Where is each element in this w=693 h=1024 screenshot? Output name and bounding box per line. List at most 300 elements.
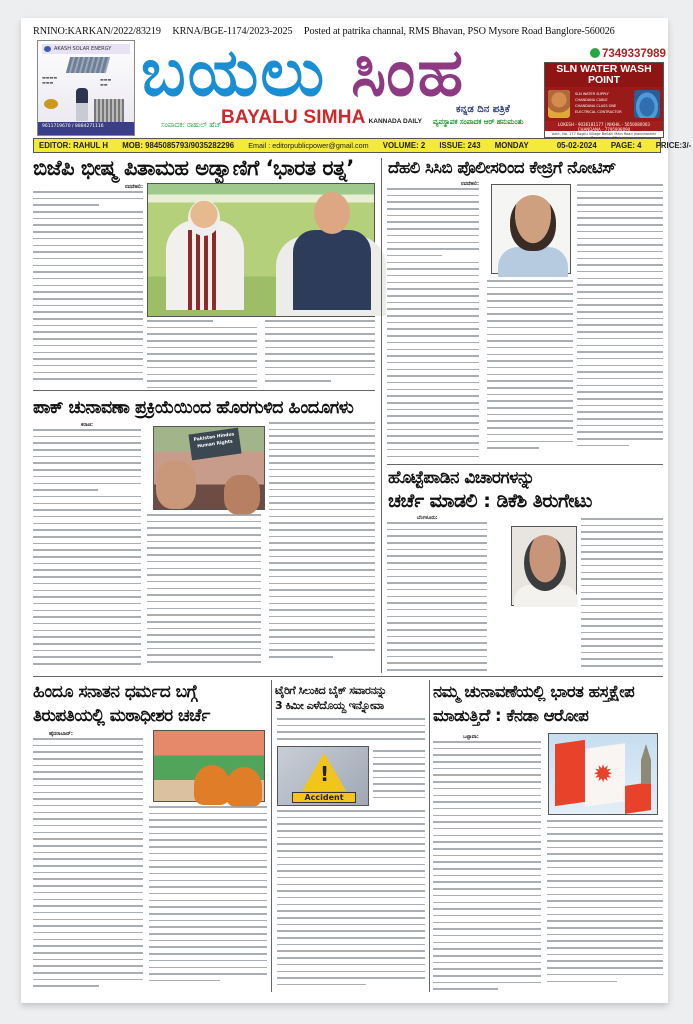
text-line — [33, 305, 143, 307]
dk-shivakumar-photo — [511, 526, 577, 606]
text-line — [33, 952, 143, 954]
text-line — [147, 541, 261, 543]
text-line — [33, 442, 141, 444]
advani-body-col3 — [265, 320, 375, 390]
text-line — [487, 434, 573, 436]
text-line — [547, 840, 663, 842]
text-line — [33, 352, 143, 354]
text-line — [387, 282, 479, 284]
seers-photo — [153, 730, 265, 802]
text-line — [577, 351, 663, 353]
solar-ad-header: AKASH SOLAR ENERGY — [42, 44, 130, 54]
text-line — [577, 271, 663, 273]
text-line — [387, 395, 479, 397]
text-line — [581, 632, 663, 634]
advani-headline[interactable]: ಬಿಜೆಪಿ ಭೀಷ್ಮ ಪಿತಾಮಹ ಅಡ್ವಾಣಿಗೆ ‘ಭಾರತ ರತ್ನ’ — [33, 156, 354, 180]
text-line — [547, 860, 663, 862]
text-line — [577, 318, 663, 320]
text-line — [33, 204, 99, 206]
text-line — [33, 979, 143, 981]
text-line — [33, 785, 143, 787]
text-line — [547, 853, 663, 855]
text-line — [387, 402, 479, 404]
text-line — [433, 915, 541, 917]
kejriwal-photo — [491, 184, 571, 274]
text-line — [33, 358, 143, 360]
text-line — [33, 456, 141, 458]
text-line — [147, 661, 261, 663]
text-line — [547, 900, 663, 902]
text-line — [547, 833, 663, 835]
text-line — [147, 574, 261, 576]
logo-part-bayalu: ಬಯಲು — [141, 34, 327, 111]
text-line — [277, 897, 425, 899]
text-line — [387, 362, 479, 364]
text-line — [33, 251, 143, 253]
text-line — [147, 360, 257, 362]
text-line — [269, 556, 375, 558]
text-line — [269, 469, 375, 471]
text-line — [387, 522, 487, 524]
text-line — [269, 449, 375, 451]
text-line — [277, 725, 425, 727]
text-line — [149, 967, 267, 969]
text-line — [269, 442, 375, 444]
text-line — [33, 563, 141, 565]
text-line — [33, 965, 143, 967]
text-line — [33, 623, 141, 625]
text-line — [33, 449, 141, 451]
text-line — [33, 643, 141, 645]
text-line — [577, 284, 663, 286]
issue-info-bar — [33, 138, 692, 153]
text-line — [149, 973, 267, 975]
text-line — [387, 275, 479, 277]
text-line — [269, 429, 375, 431]
column-rule — [271, 680, 272, 992]
text-line — [547, 920, 663, 922]
text-line — [149, 980, 220, 982]
text-line — [33, 845, 143, 847]
text-line — [277, 718, 425, 720]
text-line — [33, 311, 143, 313]
text-line — [387, 576, 487, 578]
text-line — [581, 545, 663, 547]
text-line — [269, 489, 375, 491]
text-line — [33, 610, 141, 612]
text-line — [147, 353, 257, 355]
text-line — [433, 908, 541, 910]
text-line — [147, 387, 257, 389]
text-line — [33, 211, 143, 213]
text-line — [387, 616, 487, 618]
text-line — [277, 857, 425, 859]
text-line — [581, 638, 663, 640]
text-line — [269, 616, 375, 618]
text-line — [581, 652, 663, 654]
accident-headline-line2[interactable]: 3 ಕಿಮೀ ಎಳೆದೊಯ್ದ ಇನ್ನೋವಾ — [275, 699, 384, 712]
text-line — [147, 367, 257, 369]
quality-badge-icon — [44, 99, 58, 109]
text-line — [33, 338, 143, 340]
text-line — [33, 912, 143, 914]
text-line — [147, 568, 261, 570]
text-line — [387, 308, 479, 310]
text-line — [277, 738, 425, 740]
text-line — [269, 462, 375, 464]
text-line — [33, 656, 141, 658]
tirupati-headline-line1[interactable]: ಹಿಂದೂ ಸನಾತನ ಧರ್ಮದ ಬಗ್ಗೆ — [33, 682, 198, 702]
canada-headline-line1[interactable]: ನಮ್ಮ ಚುನಾವಣೆಯಲ್ಲಿ ಭಾರತ ಹಸ್ತಕ್ಷೇಪ — [433, 682, 635, 701]
text-line — [581, 518, 663, 520]
ad-contacts: LOKESH - 9036181177 | NIKHIL - 5050080003 CHANDANA - 7795908090 — [545, 121, 663, 131]
text-line — [581, 598, 663, 600]
text-line — [581, 645, 663, 647]
text-line — [387, 456, 479, 458]
text-line — [433, 815, 541, 817]
advani-body-col2 — [147, 320, 257, 390]
text-line — [433, 942, 541, 944]
text-line — [487, 414, 573, 416]
text-line — [387, 389, 479, 391]
text-line — [33, 271, 143, 273]
water-wash-ad-title: SLN WATER WASH POINT — [545, 63, 663, 87]
text-line — [147, 561, 261, 563]
text-line — [387, 288, 479, 290]
owner-photo — [548, 90, 570, 118]
text-line — [147, 320, 213, 322]
text-line — [581, 585, 663, 587]
text-line — [277, 843, 425, 845]
pakistan-body-col1: ಕರಾಚಿ: — [33, 422, 141, 672]
text-line — [577, 211, 663, 213]
dks-body-col2 — [581, 518, 663, 673]
text-line — [33, 945, 143, 947]
text-line — [147, 634, 261, 636]
text-line — [33, 543, 141, 545]
text-line — [33, 258, 143, 260]
text-line — [547, 874, 663, 876]
text-line — [277, 830, 425, 832]
text-line — [433, 781, 541, 783]
text-line — [33, 245, 143, 247]
text-line — [149, 839, 267, 841]
text-line — [269, 549, 375, 551]
text-line — [149, 833, 267, 835]
text-line — [277, 984, 366, 986]
kejriwal-body-col1: ನವದೆಹಲಿ: — [387, 181, 479, 461]
text-line — [269, 576, 375, 578]
dks-body-col1: ಬೆಂಗಳೂರು: — [387, 515, 487, 673]
text-line — [433, 902, 541, 904]
mobile-numbers: MOB: 9845085793/9035282296 — [122, 141, 235, 150]
text-line — [269, 609, 375, 611]
newspaper-page — [21, 18, 692, 1003]
whatsapp-phone: 7349337989 — [590, 48, 666, 60]
text-line — [433, 748, 541, 750]
text-line — [433, 922, 541, 924]
text-line — [487, 300, 573, 302]
dks-headline-line2[interactable]: ಚರ್ಚೆ ಮಾಡಲಿ : ಡಿಕೆಶಿ ತಿರುಗೇಟು — [388, 490, 592, 512]
text-line — [577, 231, 663, 233]
text-line — [33, 198, 143, 200]
text-line — [33, 852, 143, 854]
text-line — [433, 841, 541, 843]
text-line — [33, 636, 141, 638]
accident-label: Accident — [292, 792, 356, 803]
text-line — [581, 538, 663, 540]
text-line — [487, 347, 573, 349]
text-line — [147, 621, 261, 623]
text-line — [147, 614, 261, 616]
text-line — [577, 244, 663, 246]
text-line — [33, 331, 143, 333]
text-line — [547, 967, 663, 969]
tirupati-body-col2 — [149, 806, 267, 993]
text-line — [577, 438, 663, 440]
text-line — [581, 612, 663, 614]
text-line — [433, 835, 541, 837]
text-line — [149, 853, 267, 855]
text-line — [387, 295, 479, 297]
pakistan-body-col2 — [147, 514, 261, 672]
editor-credit: ಸಂಪಾದಕ: ರಾಹುಲ್ ಹೆಚ್ — [161, 121, 222, 129]
text-line — [387, 555, 487, 557]
text-line — [147, 601, 261, 603]
text-line — [547, 894, 663, 896]
text-line — [149, 819, 267, 821]
text-line — [433, 848, 541, 850]
text-line — [33, 932, 143, 934]
accident-photo: ! Accident — [277, 746, 369, 806]
text-line — [387, 349, 479, 351]
column-rule — [387, 464, 663, 465]
text-line — [387, 542, 487, 544]
text-line — [277, 837, 425, 839]
text-line — [269, 643, 375, 645]
text-line — [433, 982, 541, 984]
text-line — [433, 868, 541, 870]
text-line — [547, 820, 663, 822]
email-address: Email : editorpublicpower@gmail.com — [248, 141, 369, 150]
tirupati-headline-line2[interactable]: ತಿರುಪತಿಯಲ್ಲಿ ಮಠಾಧೀಶರ ಚರ್ಚೆ — [33, 706, 210, 726]
text-line — [33, 832, 143, 834]
text-line — [433, 948, 541, 950]
text-line — [487, 420, 573, 422]
text-line — [149, 940, 267, 942]
text-line — [387, 375, 479, 377]
text-line — [387, 235, 479, 237]
text-line — [265, 347, 375, 349]
text-line — [269, 542, 375, 544]
text-line — [147, 641, 261, 643]
text-line — [577, 304, 663, 306]
text-line — [277, 877, 425, 879]
text-line — [581, 605, 663, 607]
text-line — [33, 378, 143, 380]
text-line — [269, 596, 375, 598]
text-line — [387, 422, 479, 424]
text-line — [487, 307, 573, 309]
text-line — [33, 529, 141, 531]
text-line — [277, 917, 425, 919]
column-rule — [33, 390, 375, 391]
text-line — [387, 609, 487, 611]
accident-headline-line1[interactable]: ಟೈರಿಗೆ ಸಿಲುಕಿದ ಬೈಕ್ ಸವಾರನನ್ನು — [275, 684, 387, 697]
text-line — [269, 636, 375, 638]
text-line — [33, 939, 143, 941]
text-line — [147, 588, 261, 590]
text-line — [149, 960, 267, 962]
text-line — [387, 569, 487, 571]
text-line — [33, 792, 143, 794]
text-line — [387, 221, 479, 223]
text-line — [433, 881, 541, 883]
accident-body-top — [277, 718, 425, 748]
text-line — [547, 887, 663, 889]
canada-headline-line2[interactable]: ಮಾಡುತ್ತಿದೆ : ಕೆನಡಾ ಆರೋಪ — [433, 706, 589, 725]
text-line — [577, 378, 663, 380]
text-line — [487, 441, 573, 443]
text-line — [577, 445, 629, 447]
text-line — [33, 489, 98, 491]
text-line — [277, 810, 425, 812]
text-line — [147, 521, 261, 523]
text-line — [33, 476, 141, 478]
text-line — [33, 483, 141, 485]
text-line — [33, 919, 143, 921]
text-line — [277, 817, 425, 819]
text-line — [581, 618, 663, 620]
text-line — [433, 875, 541, 877]
text-line — [277, 864, 425, 866]
text-line — [149, 866, 267, 868]
text-line — [277, 971, 425, 973]
text-line — [277, 884, 425, 886]
text-line — [269, 569, 375, 571]
text-line — [577, 238, 663, 240]
text-line — [387, 562, 487, 564]
dks-headline-line1[interactable]: ಹೊಟ್ಟೆಪಾಡಿನ ವಿಚಾರಗಳನ್ನು — [388, 468, 535, 488]
text-line — [33, 325, 143, 327]
solar-advertisement: AKASH SOLAR ENERGY ▬▬▬▬ ▬▬▬ ▬▬▬ ▬▬ 9611719670 / 8884271116 — [37, 40, 135, 136]
text-line — [269, 422, 375, 424]
text-line — [387, 242, 479, 244]
text-line — [33, 590, 141, 592]
text-line — [33, 858, 143, 860]
text-line — [577, 278, 663, 280]
text-line — [433, 962, 541, 964]
text-line — [33, 576, 141, 578]
text-line — [577, 291, 663, 293]
text-line — [277, 964, 425, 966]
text-line — [581, 665, 663, 667]
text-line — [147, 327, 257, 329]
text-line — [387, 188, 479, 190]
text-line — [433, 988, 498, 990]
text-line — [373, 797, 425, 799]
logo-part-simha: ಸಿಂಹ — [351, 34, 466, 111]
peace-tower-image — [641, 744, 651, 784]
text-line — [387, 228, 479, 230]
text-line — [33, 758, 143, 760]
text-line — [373, 777, 425, 779]
text-line — [577, 431, 663, 433]
text-line — [387, 582, 487, 584]
text-line — [387, 642, 487, 644]
text-line — [149, 880, 267, 882]
text-line — [147, 534, 261, 536]
text-line — [581, 572, 663, 574]
text-line — [269, 562, 375, 564]
masthead-english: BAYALU SIMHA KANNADA DAILY — [221, 107, 422, 128]
text-line — [387, 549, 487, 551]
text-line — [33, 905, 143, 907]
text-line — [149, 826, 267, 828]
text-line — [33, 751, 143, 753]
text-line — [33, 503, 141, 505]
text-line — [547, 880, 663, 882]
maple-leaf-icon: ✹ — [593, 760, 614, 788]
text-line — [387, 302, 479, 304]
text-line — [433, 768, 541, 770]
text-line — [33, 238, 143, 240]
protest-photo — [153, 426, 265, 510]
text-line — [487, 313, 573, 315]
text-line — [147, 374, 257, 376]
text-line — [147, 554, 261, 556]
text-line — [577, 204, 663, 206]
text-line — [581, 565, 663, 567]
pakistan-headline[interactable]: ಪಾಕ್ ಚುನಾವಣಾ ಪ್ರಕ್ರಿಯೆಯಿಂದ ಹೊರಗುಳಿದ ಹಿಂದೂಗಳು — [33, 398, 354, 418]
text-line — [277, 930, 425, 932]
text-line — [33, 899, 143, 901]
text-line — [33, 925, 143, 927]
text-line — [577, 425, 663, 427]
text-line — [33, 778, 143, 780]
text-line — [373, 750, 425, 752]
text-line — [147, 608, 261, 610]
text-line — [269, 589, 375, 591]
text-line — [269, 603, 375, 605]
canada-body-col1: ಒಟ್ಟಾವಾ: — [433, 734, 541, 994]
text-line — [487, 287, 573, 289]
text-line — [373, 790, 425, 792]
text-line — [387, 589, 487, 591]
text-line — [33, 569, 141, 571]
text-line — [33, 318, 143, 320]
text-line — [269, 502, 375, 504]
text-line — [387, 656, 487, 658]
editor-name: EDITOR: RAHUL H — [39, 141, 109, 150]
text-line — [433, 828, 541, 830]
text-line — [269, 656, 333, 658]
text-line — [387, 636, 487, 638]
text-line — [33, 745, 143, 747]
text-line — [547, 827, 663, 829]
text-line — [149, 806, 267, 808]
kejriwal-headline[interactable]: ದೆಹಲಿ ಸಿಸಿಬಿ ಪೊಲೀಸರಿಂದ ಕೇಜ್ರಿಗೆ ನೋಟಿಸ್ — [388, 158, 616, 177]
text-line — [33, 291, 143, 293]
text-line — [33, 231, 143, 233]
text-line — [149, 860, 267, 862]
text-line — [433, 975, 541, 977]
text-line — [373, 757, 425, 759]
text-line — [387, 415, 479, 417]
text-line — [277, 904, 425, 906]
text-line — [577, 371, 663, 373]
text-line — [487, 374, 573, 376]
